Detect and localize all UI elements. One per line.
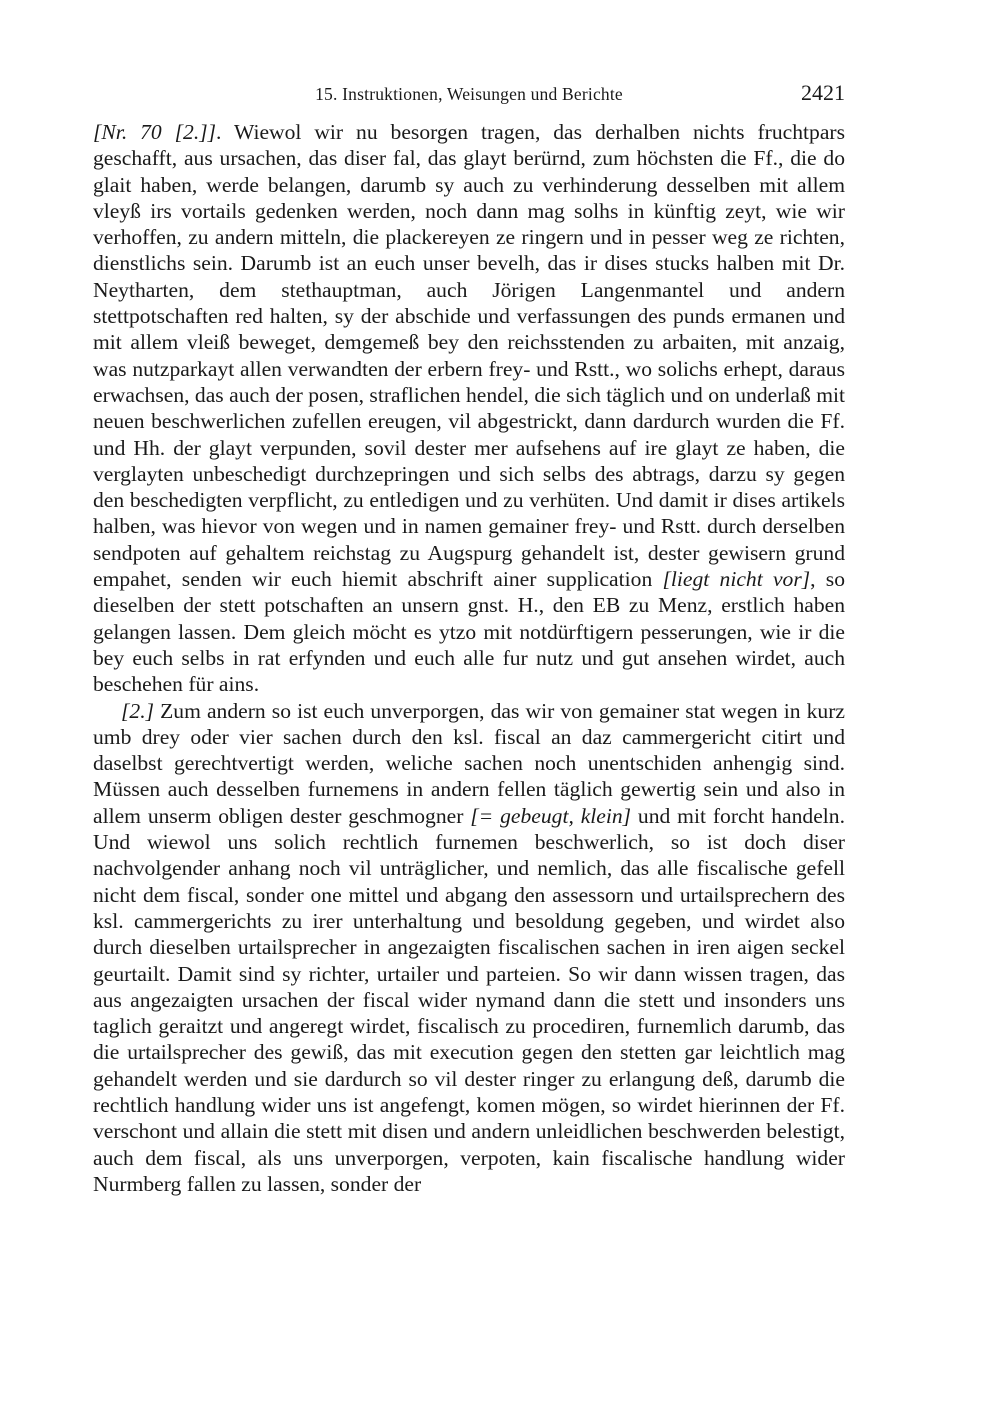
section-number: [2.] [121,698,155,723]
page-number: 2421 [801,80,845,105]
paragraph-text: , so dieselben der stett potschaften an unsern gnst. H., den EB zu Menz, erstlich haben gelangen lassen. Dem gleich möcht es ytzo mit notdürftigern pesserungen, wie ir die bey euch selbs in rat erfynden und euch alle fur nutz und gut ansehen wirdet, auch beschehen für ains. [93,567,846,697]
paragraph-1 [93,119,845,698]
paragraph-text: Zum andern so ist euch unverporgen, das wir von gemainer stat wegen in kurz umb drey oder vier sachen durch den ksl. fiscal an daz cammergericht citirt und daselbst gerechtvertigt werden, weliche sachen noch unentschiden anhengig sind. Müssen auch desselben furnemens in andern fellen täglich gewertig sein und also in allem unserm obligen dester geschmogner [93,698,845,828]
body-text [93,119,845,1197]
paragraph-text: . Wiewol wir nu besorgen tragen, das derhalben nichts fruchtpars geschafft, aus ursachen, das diser fal, das glayt berürnd, zum höchsten die Ff., die do glait haben, werde belangen, darumb sy auch zu verhinderung desselben mit allem vleyß irs vortails gedenken werden, noch dann mag solhs in künftig zeyt, wie wir verhoffen, zu andern mitteln, die plackereyen ze ringern und in pesser weg ze richten, dienstlichs sein. Darumb ist an euch unser bevelh, das ir dises stucks halben mit Dr. Neytharten, dem stethauptman, auch Jörigen Langenmantel und andern stettpotschaften red halten, sy der abschide und verfassungen des punds ermanen und mit allem vleiß beweget, demgemeß bey den reichsstenden zu arbaiten, mit anzaig, was nutzparkayt allen verwandten der erbern frey- und Rstt., wo solichs erhept, daraus erwachsen, das auch der posen, straflichen hendel, die sich täglich und on underlaß mit neuen beschwerlichen zufellen ereugen, vil abgestrickt, dann dardurch wurden die Ff. und Hh. der glayt verpunden, sovil dester mer aufsehens auf ire glayt ze haben, die verglayten unbeschedigt durchzepringen und sich selbs des abtrags, darzu sy gegen den beschedigten verpflicht, zu entledigen und zu verhüten. Und damit ir dises artikels halben, was hievor von wegen und in namen gemainer frey- und Rstt. durch derselben sendpoten auf gehaltem reichstag zu Augspurg gehandelt ist, dester gewisern grund empahet, senden wir euch hiemit abschrift ainer supplication [93,120,846,592]
running-head [93,80,845,110]
editorial-note: [liegt nicht vor] [662,567,811,592]
running-title: 15. Instruktionen, Weisungen und Berichte [315,84,623,104]
cross-reference: [Nr. 70 [2.]] [93,120,217,144]
paragraph-text: und mit forcht handeln. Und wiewol uns solich rechtlich furnemen beschwerlich, so ist doch diser nachvolgender anhang noch vil unträglicher, und nemlich, das alle fiscalische gefell nicht dem fiscal, sonder one mittel und abgang den assessorn und urtailsprechern des ksl. cammergerichts zu irer unterhaltung und besoldung gegeben, und wirdet also durch dieselben urtailsprecher in angezaigten fiscalischen sachen in iren aigen seckel geurtailt. Damit sind sy richter, urtailer und parteien. So wir dann wissen tragen, das aus angezaigten ursachen der fiscal wider nymand dann die stett und insonders uns taglich geraitzt und angeregt wirdet, fiscalisch zu procediren, furnemlich darumb, das die urtailsprecher des gewiß, das mit execution gegen den stetten gar leichtlich mag gehandelt werden und sie dardurch so vil dester ringer zu erlangung deß, darumb die rechtlich handlung wider uns ist angefengt, komen mögen, so wirdet hierinnen der Ff. verschont und allain die stett mit disen und andern unleidlichen beschwerden belestigt, auch dem fiscal, als uns unverporgen, verpoten, kain fiscalische handlung wider Nurmberg fallen zu lassen, sonder der [93,803,845,1196]
editorial-note: [= gebeugt, klein] [470,803,632,828]
paragraph-2 [93,698,845,1198]
